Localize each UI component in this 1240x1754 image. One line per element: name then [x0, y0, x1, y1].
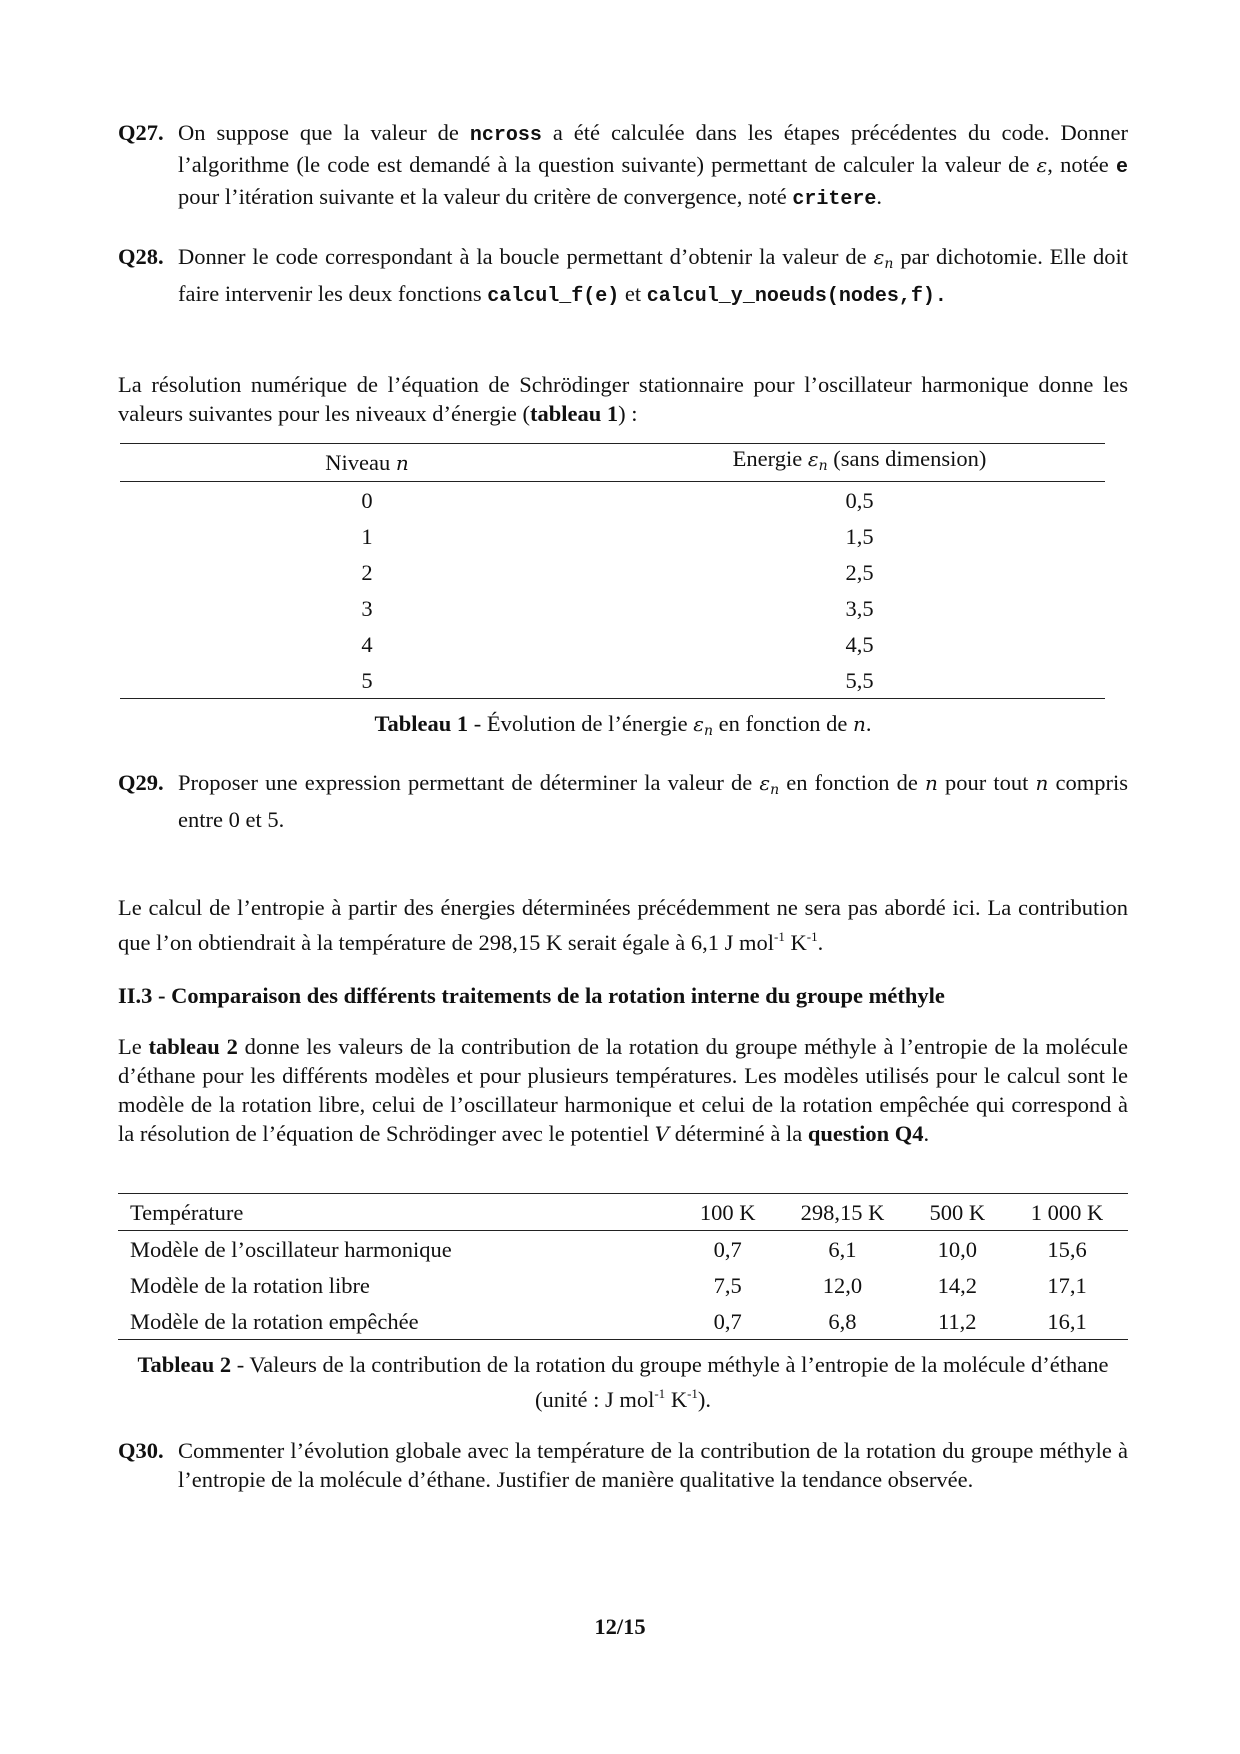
cell-energie: 5,5	[845, 667, 874, 693]
question-q28	[118, 242, 1128, 311]
bold-text: Tableau 2	[137, 1352, 232, 1377]
section-title: II.3 - Comparaison des différents traitements de la rotation interne du groupe méthyle	[118, 983, 945, 1008]
bold-text: tableau 1	[529, 401, 619, 426]
question-number: Q28.	[118, 244, 164, 269]
question-text	[178, 242, 1128, 311]
math-epsilon: ε	[693, 712, 704, 736]
header-energie	[614, 444, 1105, 482]
math-n: n	[925, 771, 938, 795]
math-subscript: n	[818, 458, 828, 474]
table-header-row	[118, 1194, 1128, 1231]
text: et	[619, 281, 647, 306]
header-temperature: Température	[130, 1199, 244, 1225]
table-1-caption	[118, 709, 1128, 746]
text: K	[784, 930, 807, 955]
math-n: n	[852, 712, 866, 736]
math-n: n	[1035, 771, 1049, 795]
code-critere: critere	[792, 188, 877, 211]
intro-paragraph-1	[118, 370, 1128, 428]
table-row	[120, 554, 1105, 590]
superscript: -1	[806, 929, 818, 944]
cell-energie: 1,5	[845, 523, 874, 549]
header-100k: 100 K	[699, 1199, 756, 1225]
cell-value: 0,7	[713, 1308, 742, 1334]
cell-niveau: 0	[361, 487, 373, 513]
superscript: -1	[687, 1386, 698, 1401]
table-row	[118, 1303, 1128, 1340]
math-epsilon: ε	[807, 447, 819, 471]
text: ) :	[618, 401, 638, 426]
text: en fonction de	[779, 770, 926, 795]
text: - Valeurs de la contribution de la rotation du groupe méthyle à l’entropie de la molécule d’éthane (unité : J mol	[231, 1352, 1109, 1412]
cell-value: 6,1	[828, 1236, 857, 1262]
superscript: -1	[774, 929, 785, 944]
text: K	[665, 1387, 688, 1412]
text: par dichotomie. Elle doit faire intervenir les deux fonctions	[178, 244, 1128, 306]
table-row	[120, 662, 1105, 699]
math-epsilon: ε	[873, 245, 885, 269]
bold-text: tableau 2	[148, 1034, 238, 1059]
cell-value: 17,1	[1047, 1272, 1087, 1298]
text: .	[817, 930, 824, 955]
cell-niveau: 5	[361, 667, 373, 693]
cell-value: 16,1	[1047, 1308, 1087, 1334]
math-subscript: n	[770, 782, 780, 798]
text: en fonction de	[713, 711, 853, 736]
text: pour l’itération suivante et la valeur du critère de convergence, noté	[178, 184, 793, 209]
header-niveau	[120, 444, 614, 482]
header-1000k: 1 000 K	[1030, 1199, 1104, 1225]
table-row	[120, 626, 1105, 662]
table-row	[118, 1231, 1128, 1268]
cell-value: 10,0	[937, 1236, 977, 1262]
question-text	[178, 768, 1128, 834]
header-298k: 298,15 K	[800, 1199, 885, 1225]
cell-value: 14,2	[937, 1272, 977, 1298]
text: (sans dimension)	[827, 446, 987, 471]
code-calcul-y-noeuds: calcul_y_noeuds(nodes,f).	[646, 285, 947, 308]
cell-energie: 0,5	[845, 487, 874, 513]
table-row	[118, 1267, 1128, 1303]
code-calcul-f: calcul_f(e)	[487, 285, 620, 308]
math-n: n	[395, 450, 409, 475]
code-e: e	[1115, 156, 1128, 179]
row-label: Modèle de la rotation empêchée	[130, 1308, 419, 1334]
question-text	[178, 118, 1128, 214]
text: Le calcul de l’entropie à partir des énergies déterminées précédemment ne sera pas abordé ici. La contribution que l’on obtiendrait à la température de 298,15 K serait égale à 6,1 J mol	[118, 895, 1128, 955]
question-q30	[118, 1436, 1128, 1494]
bold-text: Tableau 1	[374, 711, 469, 736]
page-number: 12/15	[594, 1614, 646, 1639]
intro-paragraph-2	[118, 1032, 1128, 1149]
text: - Évolution de l’énergie	[468, 711, 694, 736]
cell-value: 7,5	[713, 1272, 742, 1298]
math-subscript: n	[884, 256, 894, 272]
text: Energie	[732, 446, 808, 471]
table-row	[120, 590, 1105, 626]
cell-value: 0,7	[713, 1236, 742, 1262]
question-number: Q29.	[118, 770, 164, 795]
text: .	[865, 711, 872, 736]
cell-niveau: 4	[361, 631, 373, 657]
math-subscript: n	[703, 723, 714, 739]
question-q27	[118, 118, 1128, 214]
header-500k: 500 K	[929, 1199, 986, 1225]
cell-niveau: 3	[361, 595, 373, 621]
cell-energie: 3,5	[845, 595, 874, 621]
question-number: Q27.	[118, 120, 164, 145]
table-header-row	[120, 444, 1105, 482]
text: , notée	[1047, 152, 1116, 177]
table-row	[120, 518, 1105, 554]
row-label: Modèle de l’oscillateur harmonique	[130, 1236, 452, 1262]
superscript: -1	[654, 1386, 666, 1401]
table-2-caption	[118, 1350, 1128, 1414]
row-label: Modèle de la rotation libre	[130, 1272, 370, 1298]
text: Donner le code correspondant à la boucle permettant d’obtenir la valeur de	[178, 244, 874, 269]
cell-energie: 4,5	[845, 631, 874, 657]
text: La résolution numérique de l’équation de Schrödinger stationnaire pour l’oscillateur harmonique donne les valeurs suivantes pour les niveaux d’énergie (	[118, 372, 1128, 426]
bold-text: question Q4	[807, 1121, 924, 1146]
math-epsilon: ε	[759, 771, 771, 795]
text: Le	[118, 1034, 149, 1059]
cell-value: 6,8	[828, 1308, 857, 1334]
cell-value: 11,2	[937, 1308, 977, 1334]
text: Niveau	[325, 449, 396, 475]
text: .	[876, 184, 882, 209]
math-v: V	[654, 1122, 670, 1146]
cell-niveau: 1	[361, 523, 373, 549]
question-number: Q30.	[118, 1438, 164, 1463]
text: déterminé à la	[669, 1121, 808, 1146]
text: a été calculée dans les étapes précédentes du code. Donner l’algorithme (le code est demandé à la question suivante) permettant de calculer la valeur de	[178, 120, 1128, 177]
text: pour tout	[937, 770, 1036, 795]
cell-niveau: 2	[361, 559, 373, 585]
page-content	[118, 118, 1128, 1494]
text: .	[923, 1121, 930, 1146]
cell-value: 15,6	[1047, 1236, 1087, 1262]
text: donne les valeurs de la contribution de la rotation du groupe méthyle à l’entropie de la molécule d’éthane pour les différents modèles et pour plusieurs températures. Les modèles utilisés pour le calcul sont le modèle de la rotation libre, celui de l’oscillateur harmonique et celui de la rotation empêchée qui correspond à la résolution de l’équation de Schrödinger avec le potentiel	[118, 1034, 1129, 1146]
table-row	[120, 482, 1105, 519]
text: ).	[697, 1387, 712, 1412]
cell-energie: 2,5	[845, 559, 874, 585]
question-text: Commenter l’évolution globale avec la température de la contribution de la rotation du groupe méthyle à l’entropie de la molécule d’éthane. Justifier de manière qualitative la tendance observée.	[178, 1438, 1128, 1492]
code-ncross: ncross	[469, 124, 542, 147]
table-1	[120, 443, 1105, 699]
table-2	[118, 1193, 1128, 1340]
text: compris entre 0 et 5.	[178, 770, 1128, 832]
text: On suppose que la valeur de	[178, 120, 470, 145]
question-q29	[118, 768, 1128, 834]
text: Proposer une expression permettant de déterminer la valeur de	[178, 770, 760, 795]
entropy-paragraph	[118, 893, 1128, 957]
cell-value: 12,0	[822, 1272, 863, 1298]
math-epsilon: ε	[1036, 153, 1048, 177]
